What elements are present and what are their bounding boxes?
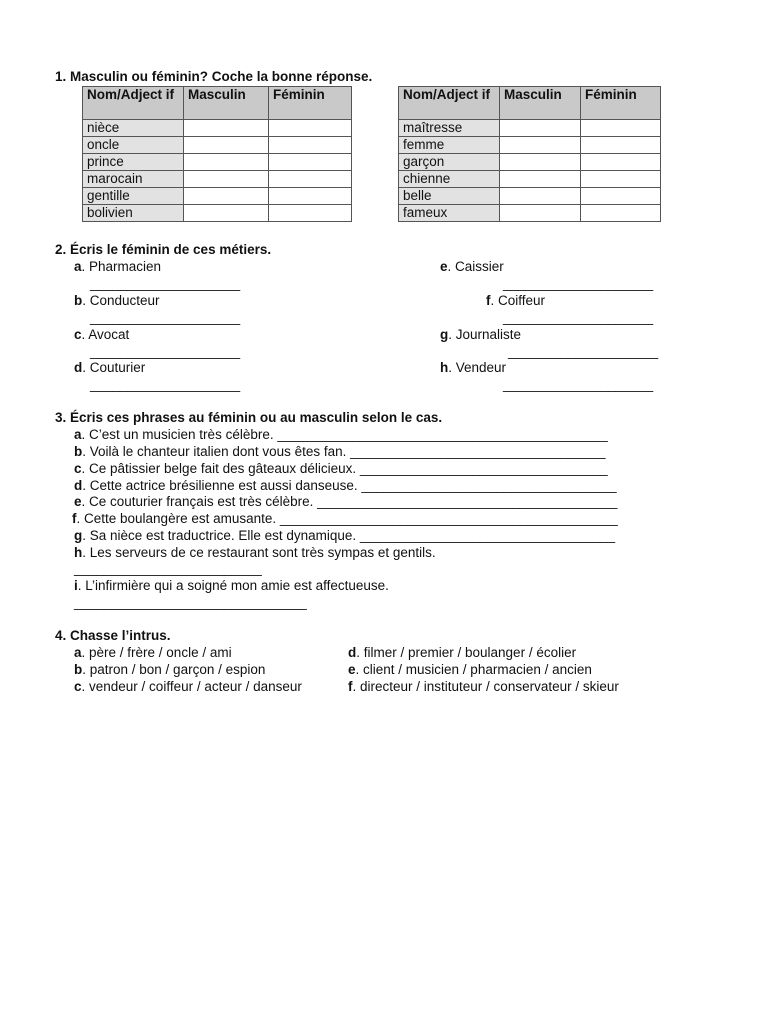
item-letter: g (440, 327, 449, 342)
word-cell: garçon (399, 154, 500, 171)
item-letter: d (74, 478, 83, 493)
table-row (399, 154, 661, 171)
item-text: . C’est un musicien très célèbre. ____________________________________________ (81, 427, 608, 442)
gender-table-left (82, 86, 352, 222)
column-header-word: Nom/Adject if (399, 87, 500, 120)
answer-blank-c[interactable]: ____________________ (90, 344, 241, 359)
word-cell: maîtresse (399, 120, 500, 137)
word-cell: gentille (83, 188, 184, 205)
metier-item-c (74, 327, 129, 343)
exercise-3-heading: 3. Écris ces phrases au féminin ou au masculin selon le cas. (55, 410, 443, 425)
intrus-item-e[interactable] (348, 662, 592, 678)
sentence-item-c[interactable] (74, 461, 608, 477)
sentence-item-g[interactable] (74, 528, 615, 544)
item-text: . Avocat (81, 327, 130, 342)
column-header-masculin: Masculin (184, 87, 269, 120)
sentence-item-i (74, 578, 389, 594)
item-text: . père / frère / oncle / ami (81, 645, 232, 660)
item-text: . directeur / instituteur / conservateur / skieur (352, 679, 619, 694)
word-cell: chienne (399, 171, 500, 188)
item-text: . Cette actrice brésilienne est aussi danseuse. __________________________________ (82, 478, 617, 493)
table-row (399, 137, 661, 154)
item-letter: g (74, 528, 83, 543)
feminin-checkbox-cell[interactable] (269, 137, 352, 154)
item-letter: b (74, 662, 83, 677)
metier-item-a (74, 259, 161, 275)
column-header-feminin: Féminin (269, 87, 352, 120)
table-row (83, 120, 352, 137)
item-letter: f (72, 511, 77, 526)
masculin-checkbox-cell[interactable] (500, 137, 581, 154)
word-cell: nièce (83, 120, 184, 137)
column-header-masculin: Masculin (500, 87, 581, 120)
masculin-checkbox-cell[interactable] (500, 188, 581, 205)
word-cell: belle (399, 188, 500, 205)
feminin-checkbox-cell[interactable] (581, 205, 661, 222)
feminin-checkbox-cell[interactable] (269, 205, 352, 222)
answer-blank-h[interactable]: _________________________ (74, 561, 262, 576)
item-text: . Ce pâtissier belge fait des gâteaux délicieux. _________________________________ (81, 461, 608, 476)
word-cell: oncle (83, 137, 184, 154)
item-text: . Cette boulangère est amusante. _____________________________________________ (76, 511, 618, 526)
item-letter: c (74, 327, 82, 342)
metier-item-g (440, 327, 521, 343)
table-row (83, 188, 352, 205)
table-row (83, 171, 352, 188)
answer-blank-e[interactable]: ____________________ (503, 276, 654, 291)
intrus-item-f[interactable] (348, 679, 619, 695)
column-header-feminin: Féminin (581, 87, 661, 120)
exercise-2-heading: 2. Écris le féminin de ces métiers. (55, 242, 272, 257)
table-row (399, 188, 661, 205)
item-letter: f (486, 293, 491, 308)
item-text: . patron / bon / garçon / espion (82, 662, 266, 677)
word-cell: femme (399, 137, 500, 154)
feminin-checkbox-cell[interactable] (581, 188, 661, 205)
table-row (83, 154, 352, 171)
item-letter: c (74, 679, 82, 694)
masculin-checkbox-cell[interactable] (184, 120, 269, 137)
feminin-checkbox-cell[interactable] (581, 171, 661, 188)
answer-blank-h[interactable]: ____________________ (503, 377, 654, 392)
masculin-checkbox-cell[interactable] (500, 120, 581, 137)
item-text: . Conducteur (82, 293, 160, 308)
item-text: . vendeur / coiffeur / acteur / danseur (81, 679, 302, 694)
item-letter: c (74, 461, 82, 476)
answer-blank-d[interactable]: ____________________ (90, 377, 241, 392)
sentence-item-a[interactable] (74, 427, 608, 443)
item-text: . Les serveurs de ce restaurant sont très sympas et gentils. (82, 545, 436, 560)
item-letter: b (74, 293, 83, 308)
item-text: . Pharmacien (81, 259, 162, 274)
feminin-checkbox-cell[interactable] (269, 154, 352, 171)
item-text: . Couturier (82, 360, 146, 375)
item-text: . Voilà le chanteur italien dont vous êtes fan. __________________________________ (82, 444, 606, 459)
feminin-checkbox-cell[interactable] (269, 188, 352, 205)
word-cell: marocain (83, 171, 184, 188)
intrus-item-c[interactable] (74, 679, 302, 695)
item-text: . Coiffeur (490, 293, 546, 308)
masculin-checkbox-cell[interactable] (184, 171, 269, 188)
answer-blank-a[interactable]: ____________________ (90, 276, 241, 291)
sentence-item-b[interactable] (74, 444, 605, 460)
table-row (83, 205, 352, 222)
item-letter: e (74, 494, 82, 509)
item-letter: a (74, 259, 82, 274)
item-text: . Vendeur (448, 360, 507, 375)
word-cell: fameux (399, 205, 500, 222)
item-text: . Sa nièce est traductrice. Elle est dynamique. __________________________________ (82, 528, 616, 543)
feminin-checkbox-cell[interactable] (581, 137, 661, 154)
item-letter: e (348, 662, 356, 677)
masculin-checkbox-cell[interactable] (184, 137, 269, 154)
exercise-4-heading: 4. Chasse l’intrus. (55, 628, 171, 643)
item-letter: d (348, 645, 357, 660)
gender-table-right (398, 86, 661, 222)
table-row (399, 120, 661, 137)
item-letter: d (74, 360, 83, 375)
metier-item-f (486, 293, 545, 309)
feminin-checkbox-cell[interactable] (581, 154, 661, 171)
masculin-checkbox-cell[interactable] (500, 205, 581, 222)
answer-blank-b[interactable]: ____________________ (90, 310, 241, 325)
masculin-checkbox-cell[interactable] (500, 154, 581, 171)
item-letter: b (74, 444, 83, 459)
word-cell: prince (83, 154, 184, 171)
item-letter: a (74, 427, 82, 442)
table-row (83, 137, 352, 154)
item-text: . Journaliste (448, 327, 522, 342)
masculin-checkbox-cell[interactable] (184, 154, 269, 171)
masculin-checkbox-cell[interactable] (184, 188, 269, 205)
exercise-1-heading: 1. Masculin ou féminin? Coche la bonne réponse. (55, 69, 373, 84)
metier-item-d (74, 360, 145, 376)
answer-blank-g[interactable]: ____________________ (508, 344, 659, 359)
sentence-item-e[interactable] (74, 494, 617, 510)
item-text: . Caissier (447, 259, 504, 274)
metier-item-h (440, 360, 506, 376)
feminin-checkbox-cell[interactable] (269, 171, 352, 188)
intrus-item-a[interactable] (74, 645, 232, 661)
item-text: . filmer / premier / boulanger / écolier (356, 645, 577, 660)
table-row (399, 171, 661, 188)
table-row (399, 205, 661, 222)
item-letter: i (74, 578, 78, 593)
feminin-checkbox-cell[interactable] (269, 120, 352, 137)
column-header-word: Nom/Adject if (83, 87, 184, 120)
masculin-checkbox-cell[interactable] (500, 171, 581, 188)
item-letter: e (440, 259, 448, 274)
answer-blank-f[interactable]: ____________________ (503, 310, 654, 325)
answer-blank-i[interactable]: _______________________________ (74, 595, 307, 610)
item-text: . client / musicien / pharmacien / ancien (355, 662, 592, 677)
item-letter: h (74, 545, 83, 560)
item-letter: h (440, 360, 449, 375)
word-cell: bolivien (83, 205, 184, 222)
sentence-item-h (74, 545, 436, 561)
feminin-checkbox-cell[interactable] (581, 120, 661, 137)
metier-item-b (74, 293, 160, 309)
item-letter: f (348, 679, 353, 694)
intrus-item-b[interactable] (74, 662, 265, 678)
item-text: . Ce couturier français est très célèbre. ________________________________________ (81, 494, 618, 509)
sentence-item-d[interactable] (74, 478, 617, 494)
item-letter: a (74, 645, 82, 660)
metier-item-e (440, 259, 504, 275)
masculin-checkbox-cell[interactable] (184, 205, 269, 222)
item-text: . L’infirmière qui a soigné mon amie est affectueuse. (77, 578, 389, 593)
sentence-item-f[interactable] (72, 511, 618, 527)
intrus-item-d[interactable] (348, 645, 576, 661)
